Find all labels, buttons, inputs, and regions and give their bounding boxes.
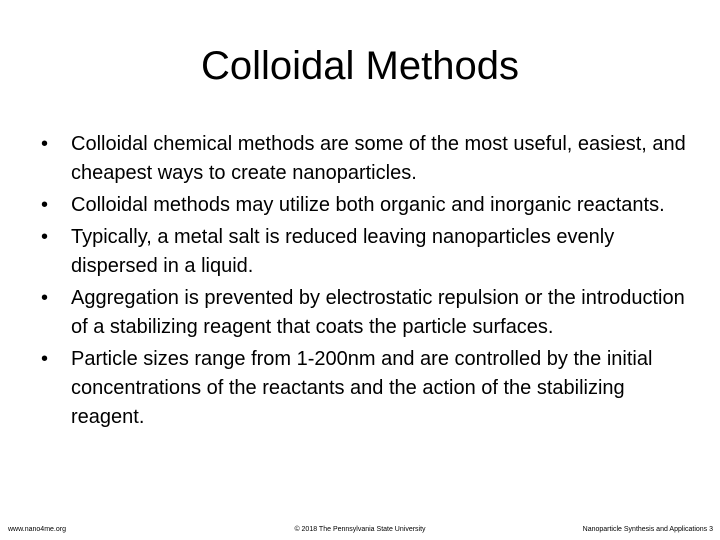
bullet-item [40, 284, 690, 342]
bullet-marker: • [41, 133, 49, 155]
bullet-marker: • [41, 226, 49, 248]
bullet-text: Colloidal chemical methods are some of the most useful, easiest, and cheapest ways to create nanoparticles. [71, 133, 686, 184]
bullet-item [40, 345, 690, 432]
bullet-text: Particle sizes range from 1-200nm and are controlled by the initial concentrations of the reactants and the action of the stabilizing reagent. [71, 348, 653, 428]
footer-website: www.nano4me.org [8, 526, 66, 533]
bullet-text: Typically, a metal salt is reduced leaving nanoparticles evenly dispersed in a liquid. [71, 226, 615, 277]
bullet-item [40, 191, 690, 220]
bullet-text: Colloidal methods may utilize both organic and inorganic reactants. [71, 194, 665, 216]
bullet-item [40, 130, 690, 188]
bullet-list [40, 130, 690, 435]
bullet-marker: • [41, 348, 49, 370]
footer-slide-number: Nanoparticle Synthesis and Applications 3 [582, 526, 713, 533]
bullet-marker: • [41, 194, 49, 216]
slide-title: Colloidal Methods [201, 44, 519, 88]
bullet-text: Aggregation is prevented by electrostatic repulsion or the introduction of a stabilizing reagent that coats the particle surfaces. [71, 287, 685, 338]
bullet-marker: • [41, 287, 49, 309]
bullet-item [40, 223, 690, 281]
footer-copyright: © 2018 The Pennsylvania State University [294, 526, 426, 533]
